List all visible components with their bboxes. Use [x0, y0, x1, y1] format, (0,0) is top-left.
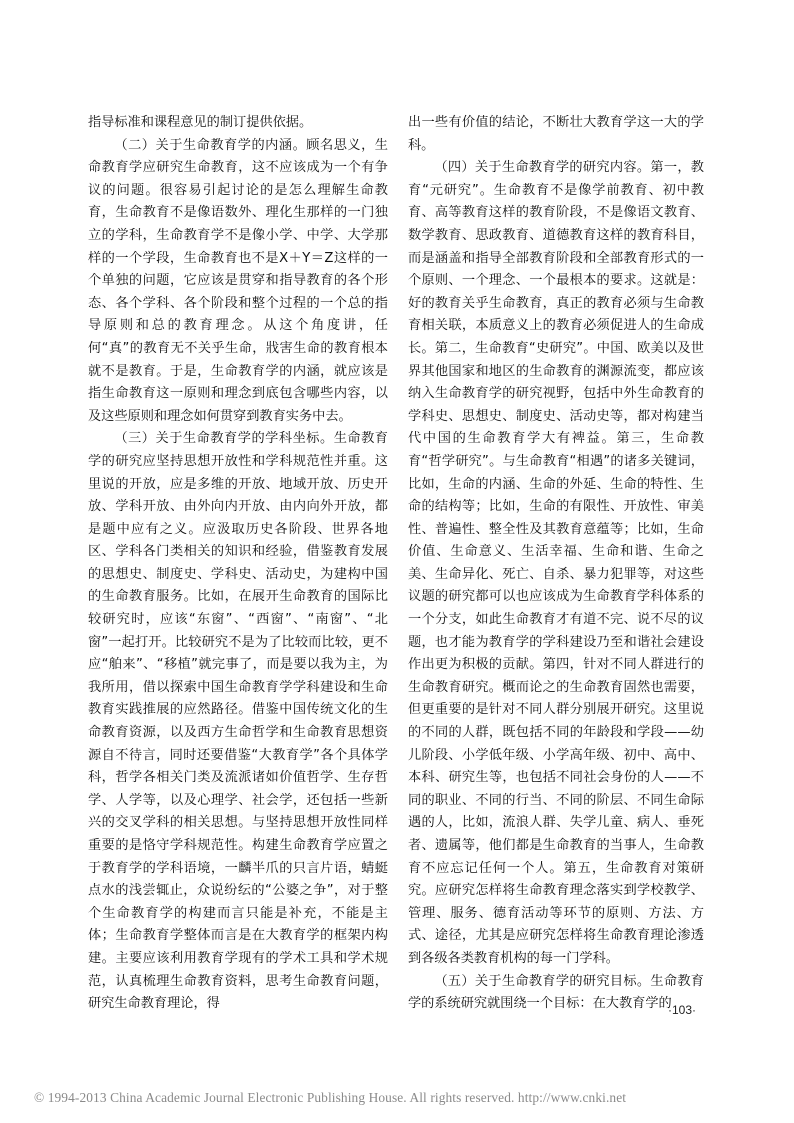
- paragraph-section-3-coordinates: （三）关于生命教育学的学科坐标。生命教育学的研究应坚持思想开放性和学科规范性并重。这里说的开放，应是多维的开放、地域开放、历史开放、学科开放、由外向内开放、由内向外开放，都是题中应有之义。应汲取历史各阶段、世界各地区、学科各门类相关的知识和经验，借鉴教育发展的思想史、制度史、学科史、活动史，为建构中国的生命教育服务。比如，在展开生命教育的国际比较研究时，应该“东窗”、“西窗”、“南窗”、“北窗”一起打开。比较研究不是为了比较而比较，更不应“舶来”、“移植”就完事了，而是要以我为主，为我所用，借以探索中国生命教育学学科建设和生命教育实践推展的应然路径。借鉴中国传统文化的生命教育资源，以及西方生命哲学和生命教育思想资源自不待言，同时还要借鉴“大教育学”各个具体学科，哲学各相关门类及流派诸如价值哲学、生存哲学、人学等，以及心理学、社会学，还包括一些新兴的交叉学科的相关思想。与坚持思想开放性同样重要的是恪守学科规范性。构建生命教育学应置之于教育学的学科语境，一麟半爪的只言片语，蜻蜓点水的浅尝辄止，众说纷纭的“公婆之争”，对于整个生命教育学的构建而言只能是补充，不能是主体；生命教育学整体而言是在大教育学的框架内构建。主要应该利用教育学现有的学术工具和学术规范，认真梳理生命教育资料，思考生命教育问题，研究生命教育理论，得: [88, 431, 388, 1012]
- paragraph-section-2-connotation: （二）关于生命教育学的内涵。顾名思义，生命教育学应研究生命教育，这不应该成为一个有争议的问题。很容易引起讨论的是怎么理解生命教育，生命教育不是像语数外、理化生那样的一门独立的学科，生命教育学不是像小学、中学、大学那样的一个学段，生命教育也不是X＋Y＝Z这样的一个单独的问题，它应该是贯穿和指导教育的各个形态、各个学科、各个阶段和整个过程的一个总的指导原则和总的教育理念。从这个角度讲，任何“真”的教育无不关乎生命，戕害生命的教育根本就不是教育。于是，生命教育学的内涵，就应该是指生命教育这一原则和理念到底包含哪些内容，以及这些原则和理念如何贯穿到教育实务中去。: [88, 137, 388, 424]
- copyright-footer: © 1994-2013 China Academic Journal Electronic Publishing House. All rights reserved. http://www.cnki.net: [34, 1090, 627, 1105]
- left-column: [88, 112, 388, 1016]
- paragraph-continuation: 出一些有价值的结论，不断壮大教育学这一大的学科。: [408, 115, 704, 153]
- paragraph-intro-tail: 指导标准和课程意见的制订提供依据。: [88, 115, 313, 130]
- paragraph-section-5-goal: （五）关于生命教育学的研究目标。生命教育学的系统研究就围绕一个目标：在大教育学的: [408, 973, 704, 1012]
- right-column: [408, 112, 704, 1016]
- paragraph-section-4-content: （四）关于生命教育学的研究内容。第一，教育“元研究”。生命教育不是像学前教育、初中教育、高等教育这样的教育阶段，不是像语文教育、数学教育、思政教育、道德教育这样的教育科目，而是涵盖和指导全部教育阶段和全部教育形式的一个原则、一个理念、一个最根本的要求。这就是：好的教育关乎生命教育，真正的教育必须与生命教育相关联，本质意义上的教育必须促进人的生命成长。第二，生命教育“史研究”。中国、欧美以及世界其他国家和地区的生命教育的渊源流变，都应该纳入生命教育学的研究视野，包括中外生命教育的学科史、思想史、制度史、活动史等，都对构建当代中国的生命教育学大有裨益。第三，生命教育“哲学研究”。与生命教育“相遇”的诸多关键词，比如，生命的内涵、生命的外延、生命的特性、生命的结构等；比如，生命的有限性、开放性、审美性、普遍性、整全性及其教育意蕴等；比如，生命价值、生命意义、生活幸福、生命和谐、生命之美、生命异化、死亡、自杀、暴力犯罪等，对这些议题的研究都可以也应该成为生命教育学科体系的一个分支，如此生命教育才有道不完、说不尽的议题，也才能为教育学的学科建设乃至和谐社会建设作出更为积极的贡献。第四，针对不同人群进行的生命教育研究。概而论之的生命教育固然也需要，但更重要的是针对不同人群分别展开研究。这里说的不同的人群，既包括不同的年龄段和学段——幼儿阶段、小学低年级、小学高年级、初中、高中、本科、研究生等，也包括不同社会身份的人——不同的职业、不同的行当、不同的阶层、不同生命际遇的人，比如，流浪人群、失学儿童、病人、垂死者、遗属等，他们都是生命教育的当事人，生命教育不应忘记任何一个人。第五，生命教育对策研究。应研究怎样将生命教育理念落实到学校教学、管理、服务、德育活动等环节的原则、方法、方式、途径，尤其是应研究怎样将生命教育理论渗透到各级各类教育机构的每一门学科。: [408, 160, 704, 966]
- page-number: ·103·: [668, 1003, 697, 1017]
